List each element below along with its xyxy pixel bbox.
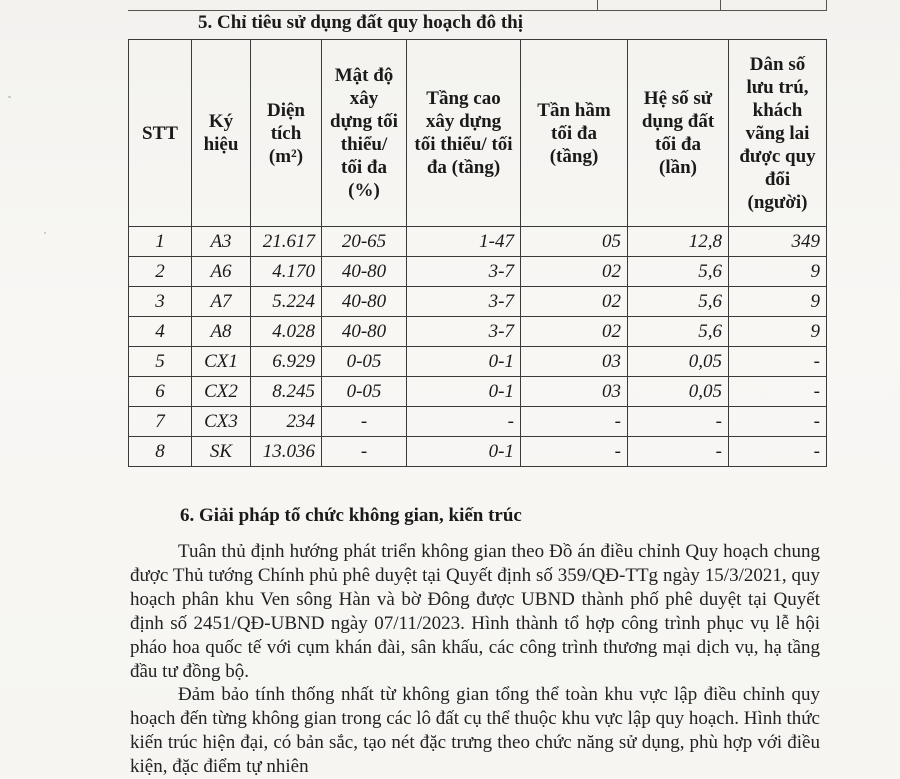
paragraph: Đảm bảo tính thống nhất từ không gian tổng thể toàn khu vực lập điều chỉnh quy hoạch đến từng không gian trong các lô đất cụ thể thuộc khu vực lập quy hoạch. Hình thức kiến trúc hiện đại, có bản sắc, tạo nét đặc trưng theo chức năng sử dụng, phù hợp với điều kiện, đặc điểm tự nhiên [130,684,820,777]
cell-tang-ham: 02 [521,287,628,317]
cell-mat-do: - [322,407,407,437]
cell-tang-cao: 3-7 [407,317,521,347]
table-row [129,227,827,257]
cell-dan-so: 9 [729,317,827,347]
header-he-so: Hệ số sử dụng đất tối đa (lần) [628,40,729,227]
cell-tang-cao: 1-47 [407,227,521,257]
cell-tang-cao: 0-1 [407,347,521,377]
cell-tang-cao: 0-1 [407,377,521,407]
cell-tang-ham: - [521,437,628,467]
cell-tang-ham: 05 [521,227,628,257]
cell-stt: 5 [129,347,192,377]
cell-ky-hieu: CX1 [192,347,251,377]
cell-he-so: 5,6 [628,317,729,347]
table-divider [826,0,827,11]
cell-tang-ham: 02 [521,317,628,347]
table-row [129,407,827,437]
cell-stt: 7 [129,407,192,437]
cell-dien-tich: 13.036 [251,437,322,467]
cell-ky-hieu: A7 [192,287,251,317]
cell-ky-hieu: A6 [192,257,251,287]
cell-dan-so: 349 [729,227,827,257]
table-row [129,437,827,467]
section-6-heading: 6. Giải pháp tổ chức không gian, kiến trúc [180,505,522,526]
table-row [129,377,827,407]
cell-dien-tich: 4.170 [251,257,322,287]
cell-mat-do: 40-80 [322,317,407,347]
header-dien-tich: Diện tích (m²) [251,40,322,227]
cell-he-so: 5,6 [628,287,729,317]
cell-stt: 4 [129,317,192,347]
cell-ky-hieu: CX2 [192,377,251,407]
paragraph: Tuân thủ định hướng phát triển không gian theo Đồ án điều chỉnh Quy hoạch chung được Thủ tướng Chính phủ phê duyệt tại Quyết định số 359/QĐ-TTg ngày 15/3/2021, quy hoạch phân khu Ven sông Hàn và bờ Đông được UBND thành phố phê duyệt tại Quyết định số 2451/QĐ-UBND ngày 07/11/2023. Hình thành tổ hợp công trình phục vụ lễ hội pháo hoa quốc tế với cụm khán đài, sân khấu, các công trình thương mại dịch vụ, hạ tầng đầu tư đồng bộ. [130,541,820,682]
cell-he-so: 0,05 [628,377,729,407]
scan-speck [44,232,46,234]
cell-tang-ham: - [521,407,628,437]
cell-ky-hieu: SK [192,437,251,467]
cell-ky-hieu: A3 [192,227,251,257]
cell-tang-ham: 03 [521,347,628,377]
land-use-table [128,39,827,467]
cell-tang-cao: 0-1 [407,437,521,467]
cell-ky-hieu: A8 [192,317,251,347]
cell-stt: 2 [129,257,192,287]
cell-ky-hieu: CX3 [192,407,251,437]
section-5-heading: 5. Chỉ tiêu sử dụng đất quy hoạch đô thị [198,12,524,33]
table-row [129,347,827,377]
table-row [129,317,827,347]
cell-dan-so: - [729,407,827,437]
header-tang-cao: Tầng cao xây dựng tối thiểu/ tối đa (tầng) [407,40,521,227]
cell-dan-so: 9 [729,257,827,287]
cell-dien-tich: 21.617 [251,227,322,257]
cell-he-so: 12,8 [628,227,729,257]
header-stt: STT [129,40,192,227]
cell-dan-so: 9 [729,287,827,317]
header-mat-do: Mật độ xây dựng tối thiểu/ tối đa (%) [322,40,407,227]
cell-tang-cao: 3-7 [407,257,521,287]
cell-tang-ham: 02 [521,257,628,287]
cell-stt: 6 [129,377,192,407]
cell-he-so: 5,6 [628,257,729,287]
cell-he-so: 0,05 [628,347,729,377]
header-ky-hieu: Ký hiệu [192,40,251,227]
cell-dien-tich: 234 [251,407,322,437]
table-row [129,257,827,287]
cell-mat-do: 40-80 [322,257,407,287]
header-tang-ham: Tần hầm tối đa (tầng) [521,40,628,227]
table-bottom-border [128,10,826,11]
cell-dien-tich: 4.028 [251,317,322,347]
cell-dien-tich: 6.929 [251,347,322,377]
cell-dien-tich: 5.224 [251,287,322,317]
header-dan-so: Dân số lưu trú, khách vãng lai được quy đổi (người) [729,40,827,227]
cell-stt: 3 [129,287,192,317]
table-header-row [129,40,827,227]
cell-dan-so: - [729,437,827,467]
cell-tang-ham: 03 [521,377,628,407]
cell-he-so: - [628,437,729,467]
cell-tang-cao: - [407,407,521,437]
cell-stt: 1 [129,227,192,257]
cell-mat-do: 20-65 [322,227,407,257]
cell-mat-do: 0-05 [322,377,407,407]
cell-mat-do: 0-05 [322,347,407,377]
cell-stt: 8 [129,437,192,467]
table-row [129,287,827,317]
cell-he-so: - [628,407,729,437]
cell-dan-so: - [729,377,827,407]
cell-mat-do: - [322,437,407,467]
cell-dien-tich: 8.245 [251,377,322,407]
cell-dan-so: - [729,347,827,377]
cell-tang-cao: 3-7 [407,287,521,317]
scan-speck [8,96,11,98]
cell-mat-do: 40-80 [322,287,407,317]
